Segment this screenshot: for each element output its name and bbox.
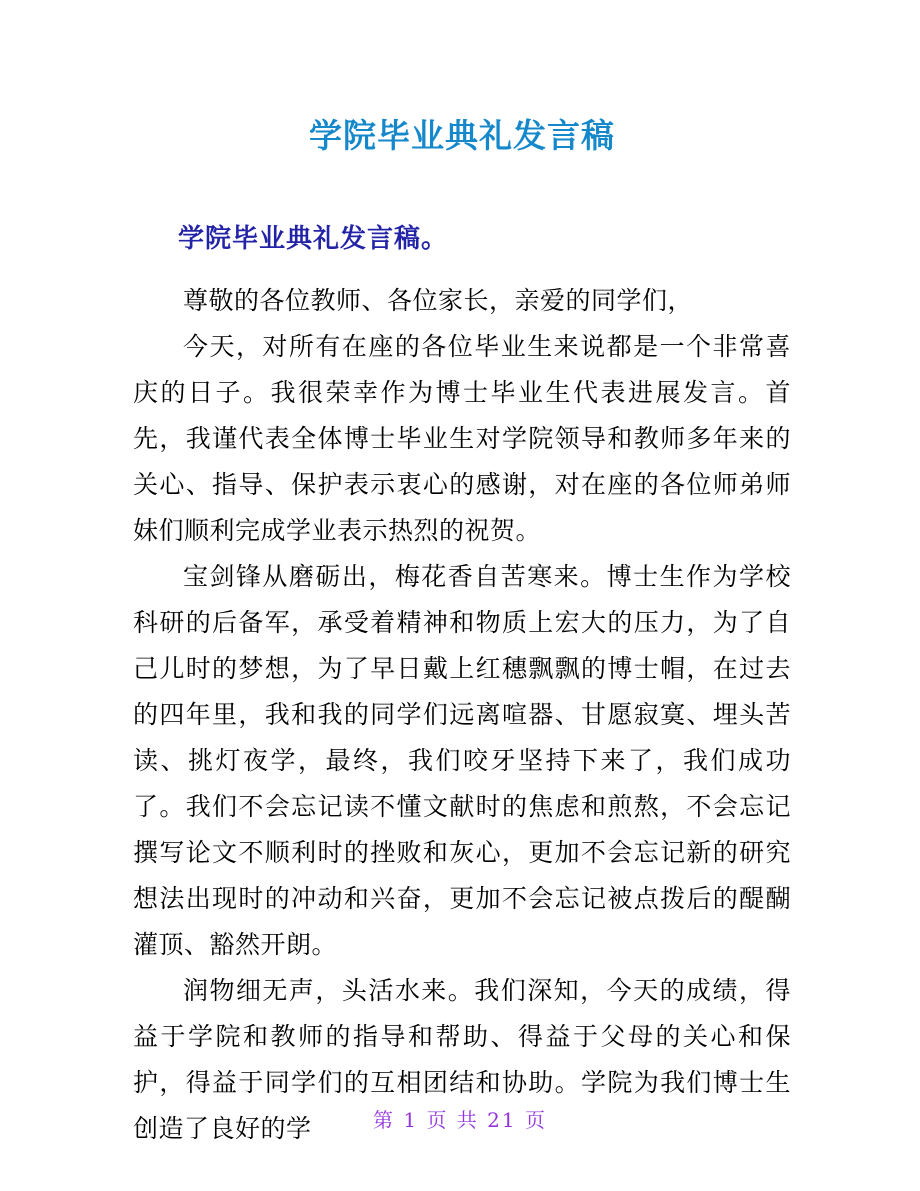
page-number-label: 第 1 页 共 21 页 <box>373 1108 547 1132</box>
document-subtitle: 学院毕业典礼发言稿。 <box>178 224 449 254</box>
body-paragraph: 尊敬的各位教师、各位家长，亲爱的同学们， <box>183 286 694 315</box>
document-title: 学院毕业典礼发言稿 <box>309 116 615 155</box>
page-footer <box>0 1106 920 1134</box>
body-paragraph: 今天，对所有在座的各位毕业生来说都是一个非常喜庆的日子。我很荣幸作为博士毕业生代表进展发言。首先，我谨代表全体博士毕业生对学院领导和教师多年来的关心、指导、保护表示衷心的感谢，对在座的各位师弟师妹们顺利完成学业表示热烈的祝贺。 <box>133 332 791 545</box>
body-paragraph: 润物细无声，头活水来。我们深知，今天的成绩，得益于学院和教师的指导和帮助、得益于父母的关心和保护，得益于同学们的互相团结和协助。学院为我们博士生创造了良好的学 <box>133 976 791 1143</box>
document-body <box>133 278 791 1152</box>
body-paragraph: 宝剑锋从磨砺出，梅花香自苦寒来。博士生作为学校科研的后备军，承受着精神和物质上宏大的压力，为了自己儿时的梦想，为了早日戴上红穗飘飘的博士帽，在过去的四年里，我和我的同学们远离喧器、甘愿寂寞、埋头苦读、挑灯夜学，最终，我们咬牙坚持下来了，我们成功了。我们不会忘记读不懂文献时的焦虑和煎熬，不会忘记撰写论文不顺利时的挫败和灰心，更加不会忘记新的研究想法出现时的冲动和兴奋，更加不会忘记被点拨后的醍醐灌顶、豁然开朗。 <box>133 562 791 959</box>
